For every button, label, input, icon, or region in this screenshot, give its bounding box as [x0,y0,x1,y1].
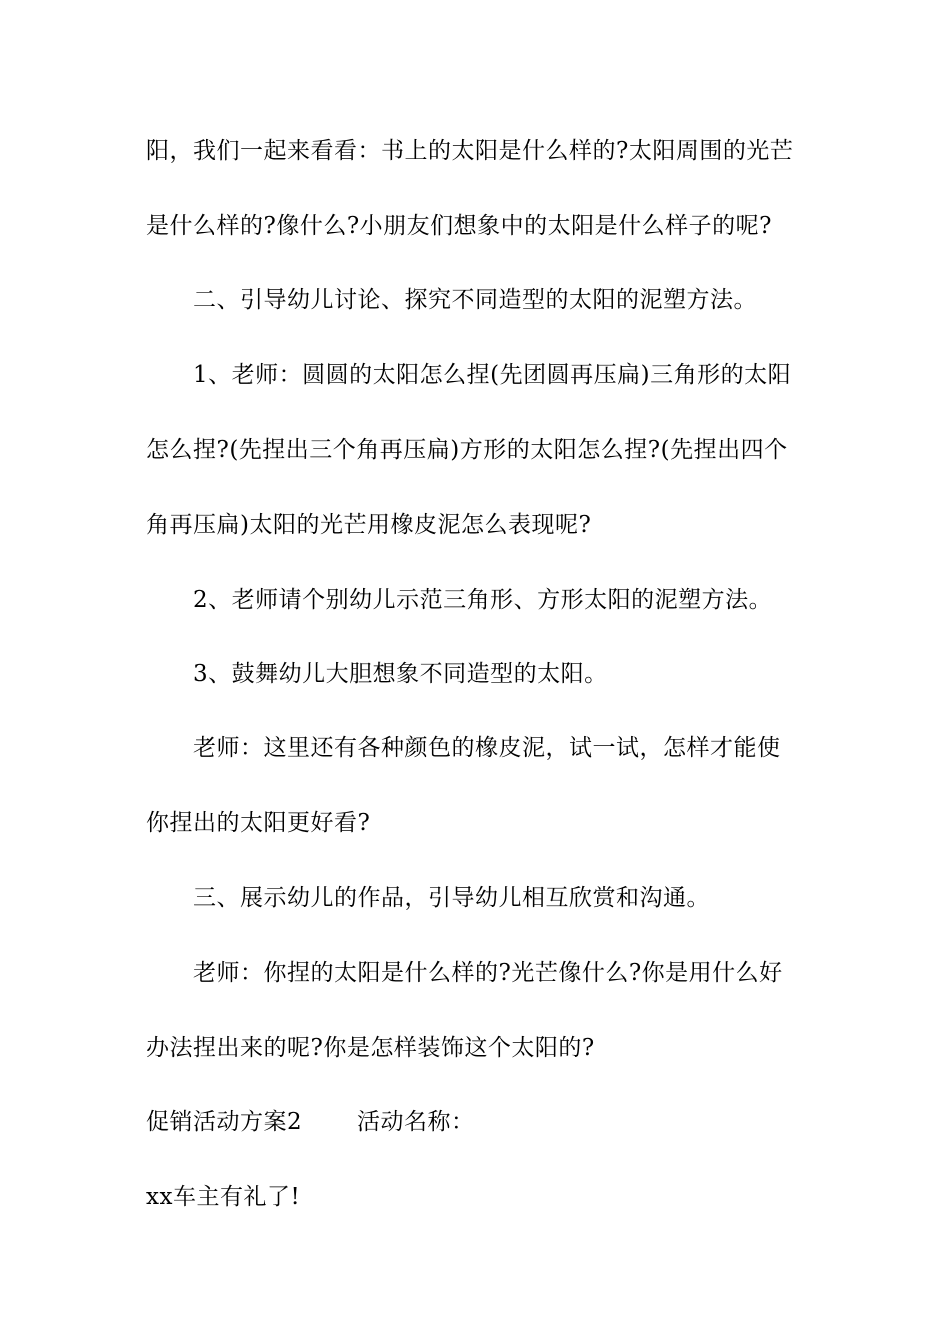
paragraph-line-7: 2、老师请个别幼儿示范三角形、方形太阳的泥塑方法。 [193,587,773,613]
plan-title-line: 促销活动方案2 活动名称： [146,1109,475,1135]
paragraph-line-13: 办法捏出来的呢?你是怎样装饰这个太阳的? [146,1035,595,1061]
paragraph-line-9: 老师：这里还有各种颜色的橡皮泥，试一试，怎样才能使 [193,735,781,761]
paragraph-line-8: 3、鼓舞幼儿大胆想象不同造型的太阳。 [193,661,608,687]
paragraph-line-2: 是什么样的?像什么?小朋友们想象中的太阳是什么样子的呢? [146,213,772,239]
paragraph-line-5: 怎么捏?(先捏出三个角再压扁)方形的太阳怎么捏?(先捏出四个 [146,437,788,463]
paragraph-line-6: 角再压扁)太阳的光芒用橡皮泥怎么表现呢? [146,512,592,538]
activity-name-line: xx车主有礼了! [146,1184,301,1210]
paragraph-line-12: 老师：你捏的太阳是什么样的?光芒像什么?你是用什么好 [193,960,783,986]
section-heading-2: 二、引导幼儿讨论、探究不同造型的太阳的泥塑方法。 [193,287,757,313]
section-heading-3: 三、展示幼儿的作品，引导幼儿相互欣赏和沟通。 [193,885,710,911]
paragraph-line-4: 1、老师：圆圆的太阳怎么捏(先团圆再压扁)三角形的太阳 [193,362,792,388]
paragraph-line-10: 你捏出的太阳更好看? [146,810,371,836]
paragraph-line-1: 阳，我们一起来看看：书上的太阳是什么样的?太阳周围的光芒 [146,138,794,164]
